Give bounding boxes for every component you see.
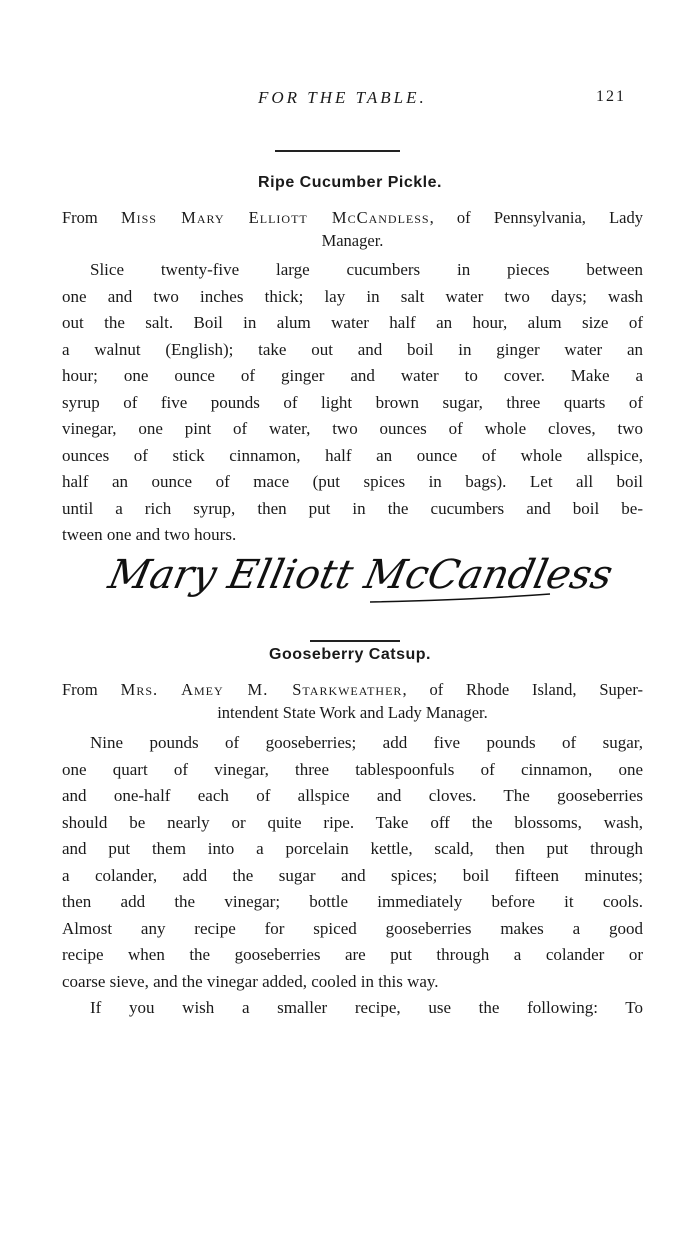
text-line: until a rich syrup, then put in the cucumbers and boil be- — [62, 498, 643, 518]
recipe-body — [62, 257, 643, 549]
text-line: hour; one ounce of ginger and water to cover. Make a — [62, 366, 643, 385]
text-line: one quart of vinegar, three tablespoonfuls of cinnamon, one — [62, 759, 643, 779]
text-line: should be nearly or quite ripe. Take off the blossoms, wash, — [62, 812, 643, 832]
contributor-name: Miss Mary Elliott McCandless — [120, 208, 430, 227]
recipe-attribution — [62, 678, 643, 724]
handwritten-signature — [104, 540, 617, 620]
page-number: 121 — [596, 88, 626, 105]
attribution-text: , of Pennsylvania, Lady — [429, 208, 644, 227]
attribution-text: Manager. — [321, 231, 384, 250]
text-line: If you wish a smaller recipe, use the following: To — [90, 998, 643, 1017]
text-line: ounces of stick cinnamon, half an ounce of whole allspice, — [62, 445, 643, 465]
text-line: coarse sieve, and the vinegar added, cooled in this way. — [62, 971, 439, 991]
svg-text:Mary Elliott McCandless: Mary Elliott McCandless — [104, 550, 617, 598]
text-line: one and two inches thick; lay in salt water two days; wash — [62, 286, 643, 306]
text-line: Nine pounds of gooseberries; add five pounds of sugar, — [90, 733, 643, 752]
text-line: a walnut (English); take out and boil in ginger water an — [62, 339, 643, 359]
text-line: out the salt. Boil in alum water half an hour, alum size of — [62, 313, 643, 332]
contributor-name: Mrs. Amey M. Starkweather — [120, 680, 403, 699]
text-line: Almost any recipe for spiced gooseberries makes a good — [62, 918, 643, 938]
text-line: half an ounce of mace (put spices in bags). Let all boil — [62, 472, 643, 491]
running-title: FOR THE TABLE. — [258, 88, 427, 107]
text-line: and one-half each of allspice and cloves. The gooseberries — [62, 786, 643, 805]
from-label: From — [62, 208, 98, 227]
recipe-title: Gooseberry Catsup. — [269, 646, 431, 663]
text-line: recipe when the gooseberries are put through a colander or — [62, 945, 643, 964]
text-line: a colander, add the sugar and spices; boil fifteen minutes; — [62, 865, 643, 885]
attribution-text: , of Rhode Island, Super- — [402, 680, 644, 699]
from-label: From — [62, 680, 98, 699]
text-line: Slice twenty-five large cucumbers in pieces between — [90, 260, 643, 279]
recipe-attribution — [62, 206, 643, 252]
recipe-body — [62, 730, 643, 1022]
text-line: tween one and two hours. — [62, 525, 237, 544]
text-line: and put them into a porcelain kettle, scald, then put through — [62, 839, 643, 858]
divider — [310, 640, 400, 642]
text-line: vinegar, one pint of water, two ounces of whole cloves, two — [62, 419, 643, 438]
recipe-title: Ripe Cucumber Pickle. — [258, 174, 442, 191]
attribution-text: intendent State Work and Lady Manager. — [217, 703, 488, 722]
text-line: then add the vinegar; bottle immediately before it cools. — [62, 892, 643, 911]
divider — [275, 150, 400, 152]
text-line: syrup of five pounds of light brown sugar, three quarts of — [62, 392, 643, 412]
